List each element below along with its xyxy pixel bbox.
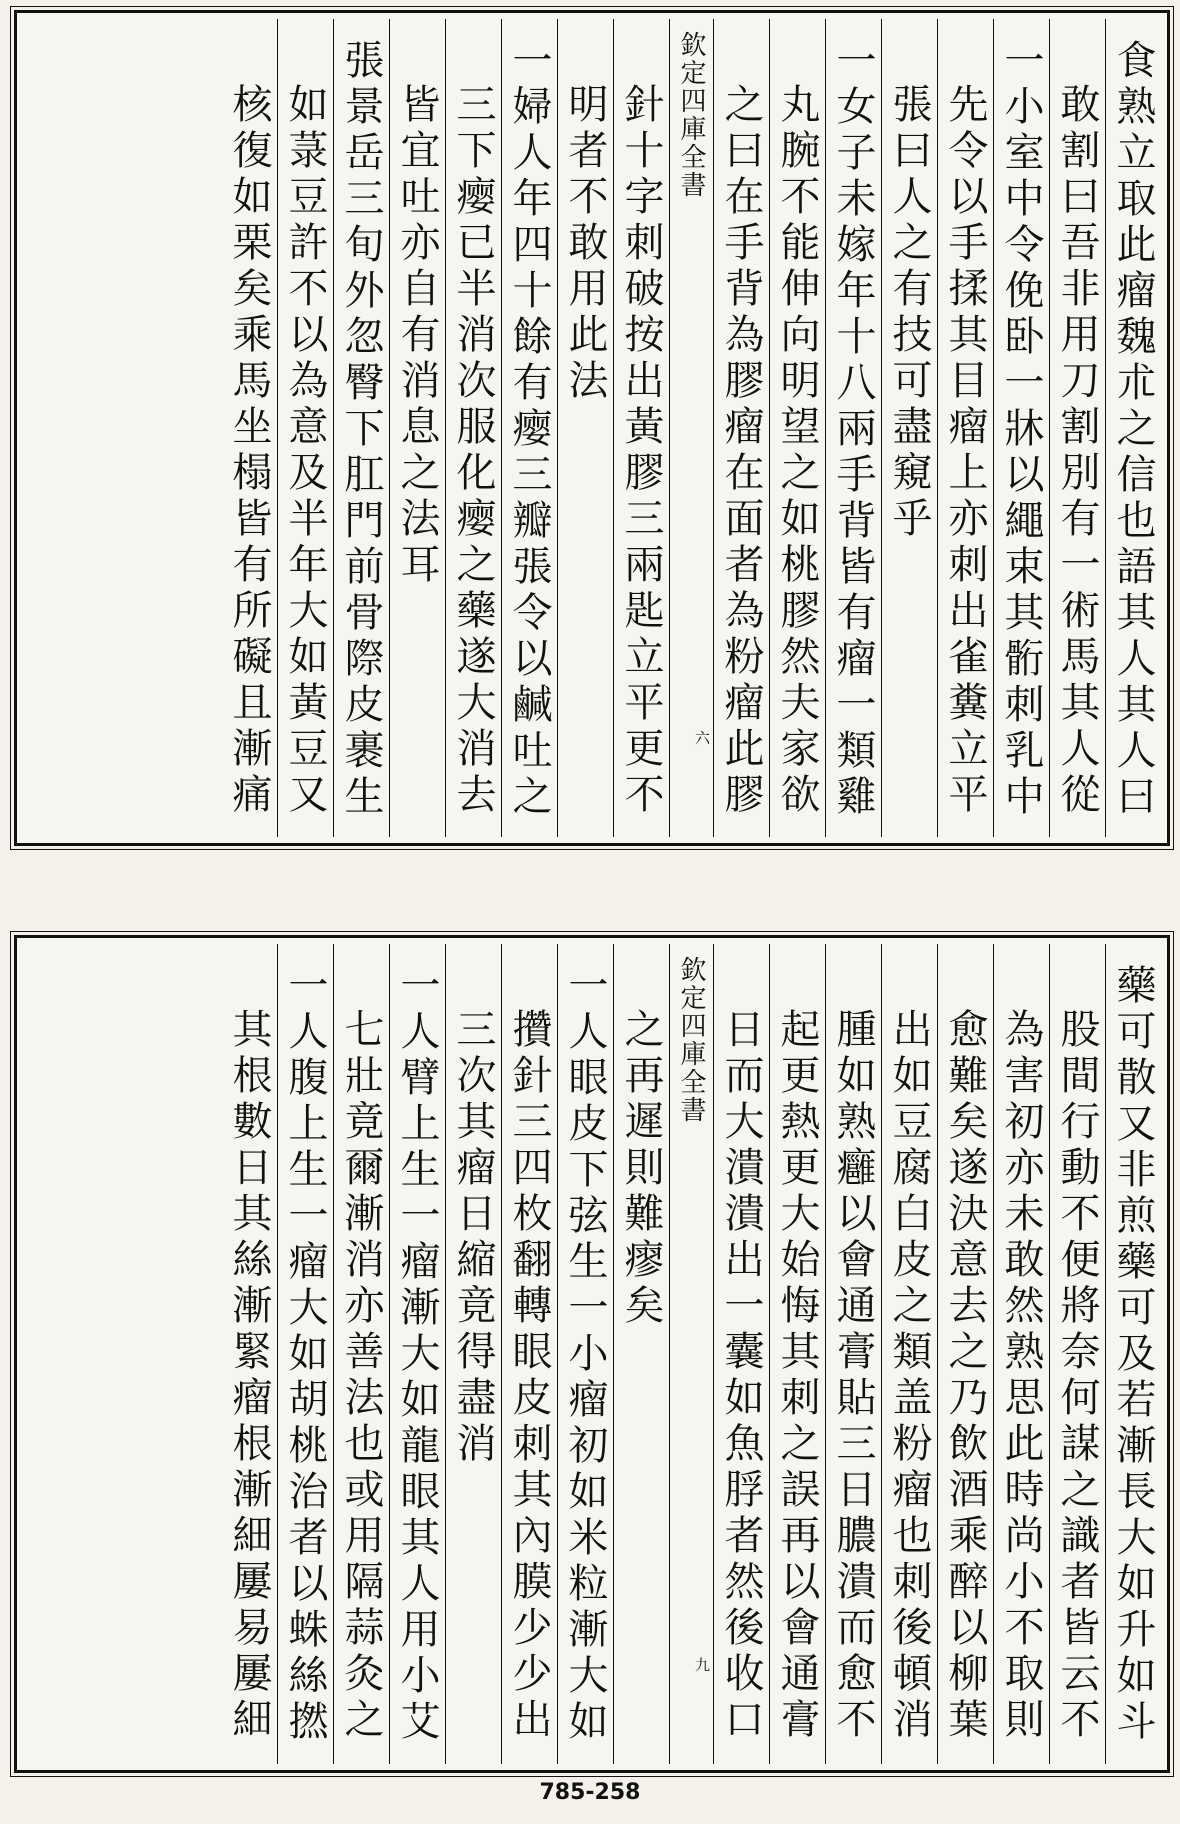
text-column: 張曰人之有技可盡窺乎	[881, 19, 937, 837]
text-column: 其根數日其絲漸緊瘤根漸細屢易屢細	[226, 1008, 272, 1744]
text-column: 股間行動不便將奈何謀之識者皆云不	[1049, 944, 1105, 1764]
text-column: 皆宜吐亦自有消息之法耳	[389, 19, 445, 837]
text-column: 為害初亦未敢然熟思此時尚小不取則	[993, 944, 1049, 1764]
text-column: 之再遲則難瘳矣	[613, 944, 669, 1764]
text-column: 一人眼皮下弦生一小瘤初如米粒漸大如	[557, 944, 613, 1764]
text-column: 攢針三四枚翻轉眼皮刺其內膜少少出	[501, 944, 557, 1764]
book-title: 欽定四庫全書	[676, 31, 706, 199]
text-column: 一婦人年四十餘有瘿三瓣張令以鹹吐之	[501, 19, 557, 837]
text-column: 腫如熟癰以會通膏貼三日膿潰而愈不	[825, 944, 881, 1764]
leaf-number: 六	[693, 730, 711, 747]
center-margin	[669, 19, 713, 837]
text-column: 先令以手揉其目瘤上亦刺出雀糞立平	[937, 19, 993, 837]
leaf-number: 九	[693, 1657, 711, 1674]
text-column: 出如豆腐白皮之類盖粉瘤也刺後頓消	[881, 944, 937, 1764]
center-margin	[669, 944, 713, 1764]
text-column: 一人臂上生一瘤漸大如龍眼其人用小艾	[389, 944, 445, 1764]
page-footer-number: 785-258	[539, 1780, 641, 1805]
text-column: 針十字刺破按出黃膠三兩匙立平更不	[613, 19, 669, 837]
text-column: 七壯竟爾漸消亦善法也或用隔蒜灸之	[333, 944, 389, 1764]
text-column: 敢割曰吾非用刀割別有一術馬其人從	[1049, 19, 1105, 837]
text-column: 起更熱更大始悔其刺之誤再以會通膏	[769, 944, 825, 1764]
text-column: 之曰在手背為膠瘤在面者為粉瘤此膠	[713, 19, 769, 837]
text-columns	[23, 19, 1161, 837]
text-columns	[23, 944, 1161, 1764]
text-column: 愈難矣遂決意去之乃飲酒乘醉以柳葉	[937, 944, 993, 1764]
text-column: 食熟立取此瘤魏朮之信也語其人其人曰	[1105, 19, 1161, 837]
text-column: 三次其瘤日縮竟得盡消	[445, 944, 501, 1764]
text-column: 明者不敢用此法	[557, 19, 613, 837]
page-half-top	[14, 10, 1170, 846]
text-column: 藥可散又非煎藥可及若漸長大如升如斗	[1105, 944, 1161, 1764]
text-column: 一人腹上生一瘤大如胡桃治者以蛛絲撚	[277, 944, 333, 1764]
book-title: 欽定四庫全書	[676, 956, 706, 1124]
text-column: 丸腕不能伸向明望之如桃膠然夫家欲	[769, 19, 825, 837]
text-column: 日而大潰潰出一囊如魚脬者然後收口	[713, 944, 769, 1764]
page-half-bottom	[14, 935, 1170, 1773]
text-column: 三下瘿已半消次服化瘿之藥遂大消去	[445, 19, 501, 837]
text-column: 如菉豆許不以為意及半年大如黃豆又	[277, 19, 333, 837]
text-column: 核復如栗矣乘馬坐榻皆有所礙且漸痛	[226, 83, 272, 819]
text-column: 一小室中令俛卧一牀以繩束其䯒刺乳中	[993, 19, 1049, 837]
text-column: 張景岳三旬外忽臀下肛門前骨際皮裹生	[333, 19, 389, 837]
text-column: 一女子未嫁年十八兩手背皆有瘤一類雞	[825, 19, 881, 837]
